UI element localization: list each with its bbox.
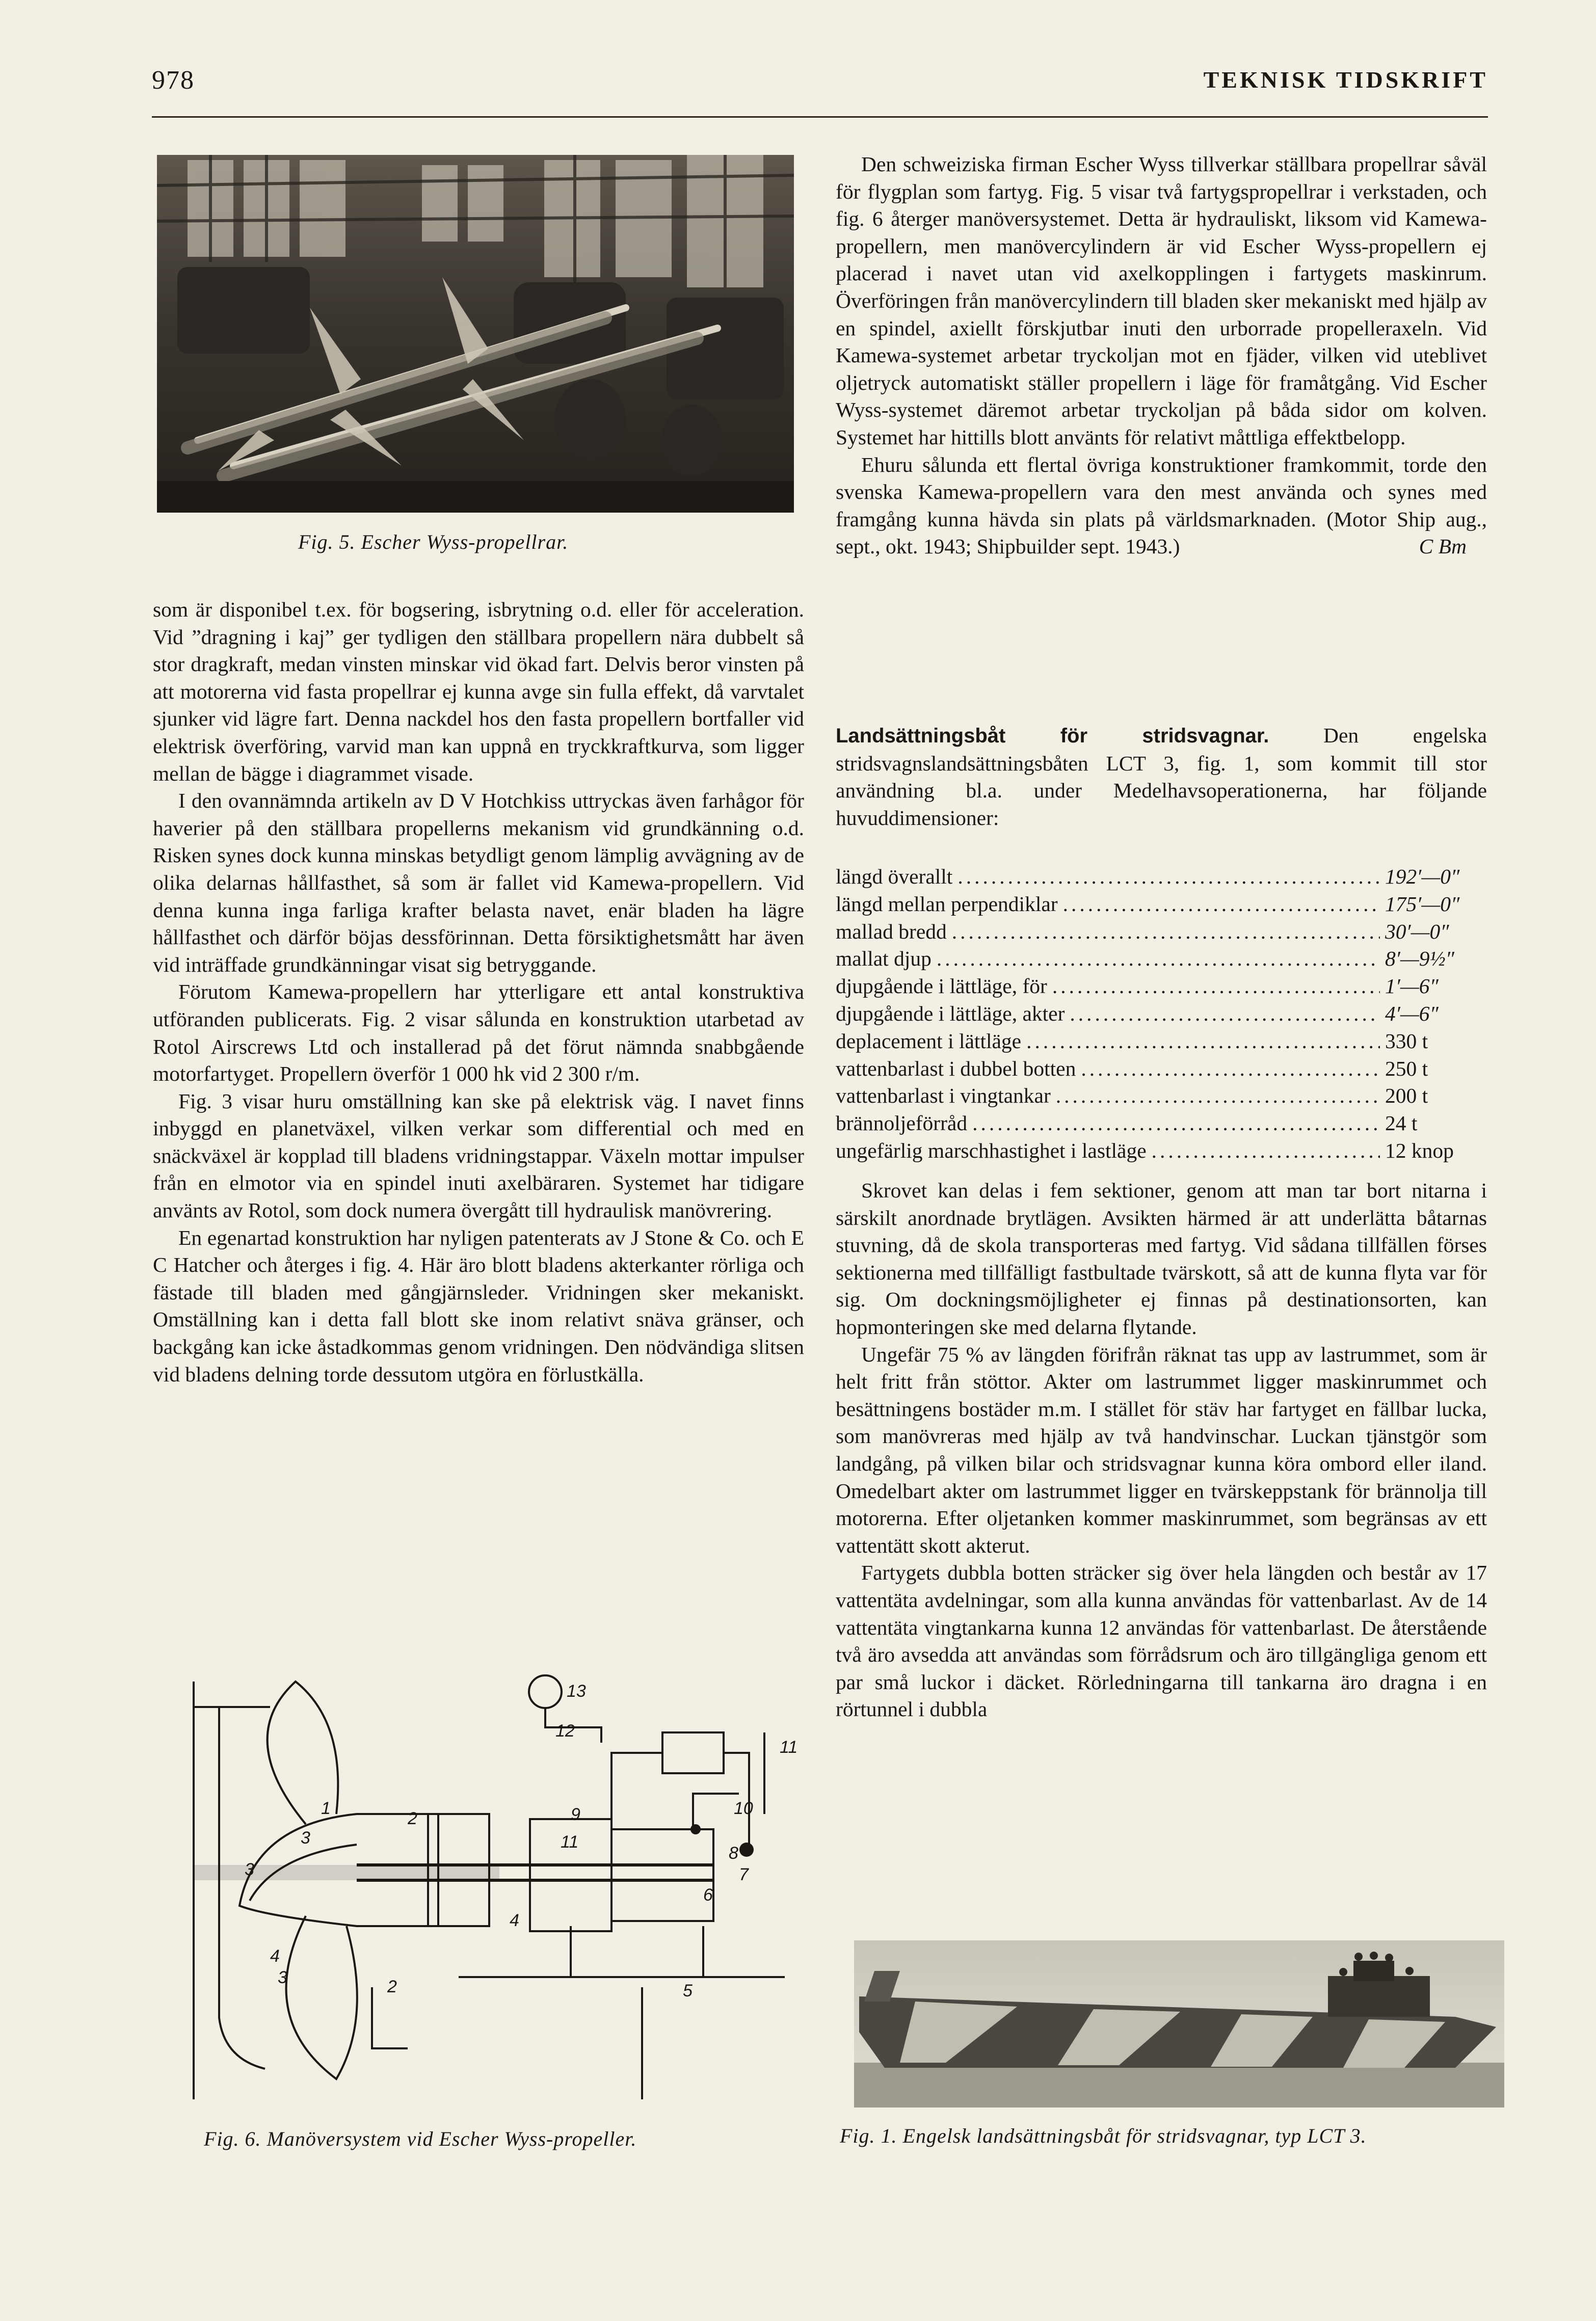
left-paragraph: Förutom Kamewa-propellern har ytterligare ett antal konstruktiva utföranden publicerats. Fig. 2 visar sålunda en konstruktion utarbetad av Rotol Airscrews Ltd och installerad på det förut nämnda snabbgående motorfartyget. Propellern överför 1 000 hk vid 2 300 r/m. <box>153 980 804 1086</box>
dimension-label: ungefärlig marschhastighet i lastläge <box>836 1138 1147 1162</box>
dimension-label: mallad bredd <box>836 919 947 943</box>
fig1-caption: Fig. 1. Engelsk landsättningsbåt för stridsvagnar, typ LCT 3. <box>840 2124 1367 2147</box>
fig6-label: 4 <box>270 1946 280 1966</box>
right-paragraph: Den schweiziska firman Escher Wyss tillverkar ställbara propellrar såväl för flygplan som fartyg. Fig. 5 visar två fartygspropellrar i verkstaden, och fig. 6 återger manöversystemet. Detta är hydrauliskt, liksom vid Kamewa-propellern, men manövercylindern är vid Escher Wyss-propellern ej placerad i navet utan vid axelkopplingen i fartygets maskinrum. Överföringen från manövercylindern till bladen sker mekaniskt med hjälp av en spindel, axiellt förskjutbar inuti den urborrade propelleraxeln. Vid Kamewa-systemet arbetar tryckoljan mot en fjäder, vilken vid uteblivet oljetryck automatiskt ställer propellern i läge för framåtgång. Vid Escher Wyss-systemet däremot arbetar tryckoljan på båda sidor om kolven. Systemet har hittills blott använts för relativt måttliga effektbelopp. <box>836 152 1487 449</box>
right-paragraph <box>836 451 1487 561</box>
fig6-control-system-drawing <box>153 1661 810 2104</box>
left-paragraph: Fig. 3 visar huru omställning kan ske på elektrisk väg. I navet finns inbyggd en planetväxel, vilken verkar som differential och med en snäckväxel är kopplad till bladens vridningstappar. Växeln mottar impulser från en elmotor via en spindel inuti axelbäraren. Systemet har tidigare använts av Rotol, som dock numera övergått till hydraulisk manövrering. <box>153 1089 804 1222</box>
dimension-label: djupgående i lättläge, för <box>836 974 1047 998</box>
dimension-label: brännoljeförråd <box>836 1111 968 1135</box>
right-paragraph-text: Ehuru sålunda ett flertal övriga konstruktioner framkommit, torde den svenska Kamewa-propellern vara den mest använda och synes med framgång kunna hävda sin plats på världsmarknaden. (Motor Ship aug., sept., okt. 1943; Shipbuilder sept. 1943.) <box>836 452 1487 558</box>
fig6-label: 9 <box>571 1805 580 1824</box>
fig5-workshop-photo <box>157 155 794 513</box>
dimension-row <box>836 1110 1477 1137</box>
fig6-label: 11 <box>561 1832 579 1852</box>
dimension-value: 24 t <box>1385 1111 1418 1135</box>
dimension-value: 250 t <box>1385 1056 1428 1080</box>
fig6-label: 2 <box>408 1809 417 1828</box>
dot-leader <box>1081 1055 1380 1083</box>
dimension-value: 4′—6″ <box>1385 1001 1439 1025</box>
dimension-row <box>836 1055 1477 1083</box>
fig1-landing-craft-photo <box>854 1940 1504 2107</box>
dimension-row <box>836 973 1477 1000</box>
dimension-label: mallat djup <box>836 947 932 971</box>
fig6-label: 11 <box>780 1738 798 1757</box>
dimension-value: 330 t <box>1385 1029 1428 1053</box>
dimension-row <box>836 863 1477 891</box>
page-number: 978 <box>152 66 195 95</box>
fig6-label: 8 <box>729 1844 738 1863</box>
left-paragraph: En egenartad konstruktion har nyligen patenterats av J Stone & Co. och E C Hatcher och återges i fig. 4. Här äro blott bladens akterkanter rörliga och fästade till bladen med gångjärnsleder. Vridningen sker mekaniskt. Omställning kan i detta fall blott ske inom relativt snäva gränser, och backgång kan icke åstadkommas genom vridningen. Den nödvändiga slitsen vid bladens delning torde dessutom utgöra en förlustkälla. <box>153 1225 804 1386</box>
section-heading: Landsättningsbåt för stridsvagnar. <box>836 725 1269 747</box>
dimension-label: djupgående i lättläge, akter <box>836 1001 1065 1025</box>
dimension-row <box>836 945 1477 973</box>
dimension-value: 200 t <box>1385 1084 1428 1108</box>
dimension-label: längd överallt <box>836 865 953 888</box>
right-paragraph: Fartygets dubbla botten sträcker sig över hela längden och består av 17 vattentäta avdelningar, som alla kunna användas för vattenbarlast. Av de 14 vattentäta vingtankarna kunna 12 användas för vattenbarlast. De återstående två äro avsedda att användas som förrådsrum och äro tillgängliga genom ett par små luckor i däcket. Rörledningarna till tankarna äro dragna i en rörtunnel i dubbla <box>836 1561 1487 1721</box>
journal-title: TEKNISK TIDSKRIFT <box>1203 67 1488 93</box>
dimension-value: 192′—0″ <box>1385 865 1460 888</box>
right-column-text-1 <box>836 151 1487 561</box>
dimension-label: vattenbarlast i dubbel botten <box>836 1056 1076 1080</box>
fig6-caption: Fig. 6. Manöversystem vid Escher Wyss-propeller. <box>204 2127 637 2150</box>
dimension-value: 175′—0″ <box>1385 892 1460 916</box>
dot-leader <box>972 1110 1380 1137</box>
dimensions-table <box>836 863 1477 1165</box>
dimension-row <box>836 1082 1477 1110</box>
dot-leader <box>937 945 1380 973</box>
dot-leader <box>1070 1000 1380 1028</box>
right-paragraph: Skrovet kan delas i fem sektioner, genom att man tar bort nitarna i särskilt anordnade brytlägen. Avsikten härmed är att underlätta båtarnas stuvning, då de skola transporteras med fartyg. Vid sådana tillfällen förses sektionerna med tillfälligt fastbultade tvärskott, så att de kunna flyta var för sig. Om dockningsmöjligheter ej finnas på destinationsorten, kan hopmonteringen ske med delarna flytande. <box>836 1179 1487 1339</box>
dimension-row <box>836 1028 1477 1055</box>
dimension-row <box>836 1000 1477 1028</box>
right-column-text-2 <box>836 722 1487 832</box>
dimension-label: vattenbarlast i vingtankar <box>836 1084 1051 1108</box>
fig6-label: 7 <box>739 1865 749 1884</box>
dimension-label: deplacement i lättläge <box>836 1029 1022 1053</box>
dot-leader <box>1026 1028 1380 1055</box>
dimension-row <box>836 1137 1477 1165</box>
fig6-label: 12 <box>555 1721 575 1741</box>
dimension-value: 30′—0″ <box>1385 919 1449 943</box>
right-paragraph: Ungefär 75 % av längden förifrån räknat tas upp av lastrummet, som är helt fritt från stöttor. Akter om lastrummet ligger maskinrummet och besättningens bostäder m.m. I stället för stäv har fartyget en fällbar lucka, som manövreras med hjälp av två handvinschar. Luckan tjänstgör som landgång, på vilken bilar och stridsvagnar kunna köra ombord eller iland. Omedelbart akter om lastrummet ligger en tvärskeppstank för brännolja till motorerna. Efter oljetanken kommer maskinrummet, som begränsas av ett vattentätt skott akterut. <box>836 1342 1487 1557</box>
lct-intro-paragraph <box>836 722 1487 832</box>
fig6-label: 3 <box>245 1860 254 1879</box>
dot-leader <box>1056 1082 1380 1110</box>
header-rule <box>152 116 1488 118</box>
dimension-value: 12 knop <box>1385 1138 1454 1162</box>
left-paragraph: I den ovannämnda artikeln av D V Hotchkiss uttryckas även farhågor för haverier på den ställbara propellerns mekanism vid grundkänning o.d. Risken synes dock kunna minskas betydligt genom lämplig avvägning av de olika delarnas hållfasthet, så som är fallet vid Kamewa-propellern. Vid denna kunna inga farliga krafter belasta navet, enär bladen ha lägre hållfasthet och därför böjas dessförinnan. Detta försiktighetsmått har även vid inträffade grundkänningar visat sig betryggande. <box>153 789 804 976</box>
dot-leader <box>1063 891 1380 918</box>
dot-leader <box>952 918 1380 946</box>
dimension-value: 8′—9½″ <box>1385 947 1454 971</box>
fig6-label: 3 <box>278 1968 287 1987</box>
dot-leader <box>957 863 1380 891</box>
dimension-value: 1′—6″ <box>1385 974 1439 998</box>
fig6-label: 4 <box>510 1911 519 1930</box>
fig6-label: 10 <box>734 1799 753 1818</box>
author-signature: C Bm <box>1419 535 1467 558</box>
fig6-label: 13 <box>567 1682 586 1701</box>
dimension-label: längd mellan perpendiklar <box>836 892 1058 916</box>
left-paragraph: som är disponibel t.ex. för bogsering, isbrytning o.d. eller för acceleration. Vid ”dragning i kaj” ger tydligen den ställbara propellern nära dubbelt så stor dragkraft, medan vinsten minskar vid ökad fart. Delvis beror vinsten på att motorerna vid fasta propellrar ej kunna avge sin fulla effekt, då varvtalet sjunker vid lägre fart. Denna nackdel hos den fasta propellern bortfaller vid elektrisk överföring, varvid man kan uppnå en tryckkraftkurva, som ligger mellan de bägge i diagrammet visade. <box>153 598 804 785</box>
fig6-label: 5 <box>683 1981 693 2000</box>
fig6-label: 1 <box>321 1799 331 1818</box>
right-column-text-3 <box>836 1177 1487 1723</box>
dot-leader <box>1052 973 1380 1000</box>
dimension-row <box>836 891 1477 918</box>
fig6-label: 2 <box>387 1977 397 1996</box>
left-column-text <box>153 596 804 1388</box>
dimension-row <box>836 918 1477 946</box>
fig6-label: 3 <box>301 1828 310 1848</box>
fig5-caption: Fig. 5. Escher Wyss-propellrar. <box>298 530 569 553</box>
fig6-label: 6 <box>703 1885 713 1905</box>
dot-leader <box>1152 1137 1380 1165</box>
lct-intro-text: Den engelska stridsvagnslandsättningsbåten LCT 3, fig. 1, som kommit till stor användning bl.a. under Medelhavsoperationerna, har följande huvuddimensioner: <box>836 724 1487 830</box>
